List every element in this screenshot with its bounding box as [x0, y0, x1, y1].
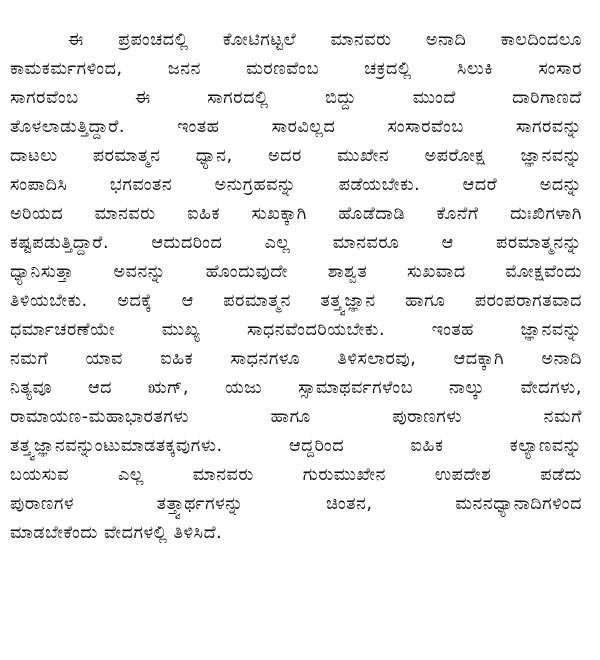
paragraph-line-6: ಸಂಪಾದಿಸಿ ಭಗವಂತನ ಅನುಗ್ರಹವನ್ನು ಪಡೆಯಬೇಕು. ಆದರೆ ಅದನ್ನು [10, 175, 582, 195]
paragraph-line-1: ಈ ಪ್ರಪಂಚದಲ್ಲಿ ಕೋಟಿಗಟ್ಟಲೆ ಮಾನವರು ಅನಾದಿ ಕಾಲದಿಂದಲೂ [68, 30, 582, 50]
paragraph-line-9: ಧ್ಯಾನಿಸುತ್ತಾ ಅವನನ್ನು ಹೊಂದುವುದೇ ಶಾಶ್ವತ ಸುಖವಾದ ಮೋಕ್ಷವೆಂದು [10, 262, 582, 282]
paragraph-line-8: ಕಷ್ಟಪಡುತ್ತಿದ್ದಾರೆ. ಆದುದರಿಂದ ಎಲ್ಲ ಮಾನವರೂ ಆ ಪರಮಾತ್ಮನನ್ನು [10, 233, 582, 253]
paragraph-line-2: ಕಾಮಕರ್ಮಗಳಿಂದ, ಜನನ ಮರಣವೆಂಬ ಚಕ್ರದಲ್ಲಿ ಸಿಲುಕಿ ಸಂಸಾರ [10, 59, 582, 79]
paragraph-line-4: ತೊಳಲಾಡುತ್ತಿದ್ದಾರೆ. ಇಂತಹ ಸಾರವಿಲ್ಲದ ಸಂಸಾರವೆಂಬ ಸಾಗರವನ್ನು [10, 117, 582, 137]
paragraph-line-10: ತಿಳಿಯಬೇಕು. ಅದಕ್ಕೆ ಆ ಪರಮಾತ್ಮನ ತತ್ತ್ವಜ್ಞಾನ ಹಾಗೂ ಪರಂಪರಾಗತವಾದ [10, 291, 582, 311]
paragraph-line-18: ಮಾಡಬೇಕೆಂದು ವೇದಗಳಲ್ಲಿ ತಿಳಿಸಿದೆ. [10, 523, 223, 543]
paragraph-line-15: ತತ್ತ್ವಜ್ಞಾನವನ್ನುಂಟುಮಾಡತಕ್ಕವುಗಳು. ಆದ್ದರಿಂದ ಐಹಿಕ ಕಲ್ಯಾಣವನ್ನು [10, 436, 582, 456]
paragraph-line-7: ಅರಿಯದ ಮಾನವರು ಐಹಿಕ ಸುಖಕ್ಕಾಗಿ ಹೊಡೆದಾಡಿ ಕೊನೆಗೆ ದುಃಖಿಗಳಾಗಿ [10, 204, 582, 224]
kannada-paragraph [10, 26, 582, 548]
paragraph-line-16: ಬಯಸುವ ಎಲ್ಲ ಮಾನವರು ಗುರುಮುಖೇನ ಉಪದೇಶ ಪಡೆದು [10, 465, 582, 485]
paragraph-line-17: ಪುರಾಣಗಳ ತತ್ತ್ವಾರ್ಥಗಳನ್ನು ಚಿಂತನ, ಮನನಧ್ಯಾನಾದಿಗಳಿಂದ [10, 494, 582, 514]
paragraph-line-3: ಸಾಗರವೆಂಬ ಈ ಸಾಗರದಲ್ಲಿ ಬಿದ್ದು ಮುಂದೆ ದಾರಿಗಾಣದೆ [10, 88, 582, 108]
paragraph-line-5: ದಾಟಲು ಪರಮಾತ್ಮನ ಧ್ಯಾನ, ಅದರ ಮುಖೇನ ಅಪರೋಕ್ಷ ಜ್ಞಾನವನ್ನು [10, 146, 582, 166]
paragraph-line-11: ಧರ್ಮಾಚರಣೆಯೇ ಮುಖ್ಯ ಸಾಧನವೆಂದರಿಯಬೇಕು. ಇಂತಹ ಜ್ಞಾನವನ್ನು [10, 320, 582, 340]
paragraph-line-14: ರಾಮಾಯಣ-ಮಹಾಭಾರತಗಳು ಹಾಗೂ ಪುರಾಣಗಳು ನಮಗೆ [10, 407, 582, 427]
paragraph-line-12: ನಮಗೆ ಯಾವ ಐಹಿಕ ಸಾಧನಗಳೂ ತಿಳಿಸಲಾರವು, ಆದಕ್ಕಾಗಿ ಅನಾದಿ [10, 349, 582, 369]
paragraph-line-13: ನಿತ್ಯವೂ ಆದ ಋಗ್, ಯಜು ಸ್ಸಾಮಾಥರ್ವಗಳೆಂಬ ನಾಲ್ಕು ವೇದಗಳು, [10, 378, 582, 398]
